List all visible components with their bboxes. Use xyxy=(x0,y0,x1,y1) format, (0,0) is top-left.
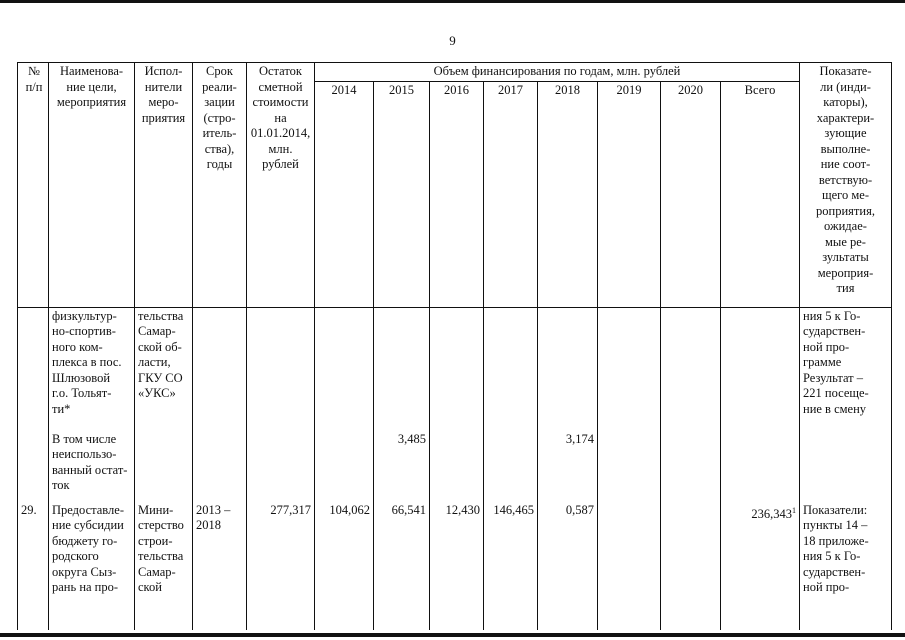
cell-indicators: Показатели: пункты 14 – 18 приложе- ния 5 к Го- сударствен- ной про- xyxy=(800,495,892,630)
cell-indicators: ния 5 к Го- сударствен- ной про- грамме Результат – 221 посеще- ние в смену xyxy=(800,307,892,427)
bottom-rule xyxy=(0,633,905,637)
funding-table xyxy=(17,62,892,630)
header-year-2015: 2015 xyxy=(374,81,430,307)
cell-total xyxy=(721,495,800,630)
header-name: Наименова- ние цели, мероприятия xyxy=(49,63,135,308)
cell-2018: 3,174 xyxy=(538,427,598,495)
top-rule xyxy=(0,0,905,3)
cell-executor xyxy=(135,427,193,495)
table-row-29 xyxy=(18,495,892,630)
cell-indicators xyxy=(800,427,892,495)
header-no xyxy=(18,63,49,308)
header-term: Срок реали- зации (стро- итель- ства), годы xyxy=(193,63,247,308)
cell-balance xyxy=(247,307,315,427)
header-year-2020: 2020 xyxy=(661,81,721,307)
cell-2014 xyxy=(315,427,374,495)
cell-balance: 277,317 xyxy=(247,495,315,630)
cell-name: Предоставле- ние субсидии бюджету го- родского округа Сыз- рань на про- xyxy=(49,495,135,630)
page-number: 9 xyxy=(449,33,456,48)
table-row-continued xyxy=(18,307,892,427)
cell-total xyxy=(721,307,800,427)
cell-term xyxy=(193,427,247,495)
table-row-included xyxy=(18,427,892,495)
header-year-2019: 2019 xyxy=(598,81,661,307)
cell-2015: 3,485 xyxy=(374,427,430,495)
header-year-2017: 2017 xyxy=(484,81,538,307)
cell-2016 xyxy=(430,427,484,495)
cell-term: 2013 – 2018 xyxy=(193,495,247,630)
cell-2019 xyxy=(598,427,661,495)
total-value: 236,343 xyxy=(751,506,792,521)
cell-2017: 146,465 xyxy=(484,495,538,630)
cell-2016: 12,430 xyxy=(430,495,484,630)
cell-executor: тельства Самар- ской об- ласти, ГКУ СО «УКС» xyxy=(135,307,193,427)
header-row-top xyxy=(18,63,892,82)
cell-2018: 0,587 xyxy=(538,495,598,630)
cell-2016 xyxy=(430,307,484,427)
header-executor: Испол- нители меро- приятия xyxy=(135,63,193,308)
cell-2015 xyxy=(374,307,430,427)
header-balance: Остаток сметной стоимости на 01.01.2014, млн. рублей xyxy=(247,63,315,308)
cell-2019 xyxy=(598,307,661,427)
cell-2015: 66,541 xyxy=(374,495,430,630)
header-total: Всего xyxy=(721,81,800,307)
header-indicators: Показате- ли (инди- каторы), характери- зующие выполне- ние соот- ветствую- щего ме- роприятия, ожидае- мые ре- зультаты мероприя- тия xyxy=(800,63,892,308)
header-year-2016: 2016 xyxy=(430,81,484,307)
cell-2019 xyxy=(598,495,661,630)
cell-2020 xyxy=(661,307,721,427)
cell-name: физкультур- но-спортив- ного ком- плекса в пос. Шлюзовой г.о. Тольят- ти* xyxy=(49,307,135,427)
cell-name: В том числе неиспользо- ванный остат- ток xyxy=(49,427,135,495)
cell-executor: Мини- стерство строи- тельства Самар- ской xyxy=(135,495,193,630)
cell-2014 xyxy=(315,307,374,427)
cell-term xyxy=(193,307,247,427)
cell-balance xyxy=(247,427,315,495)
header-year-2014: 2014 xyxy=(315,81,374,307)
footnote-marker: 1 xyxy=(792,505,796,515)
cell-2018 xyxy=(538,307,598,427)
cell-2017 xyxy=(484,307,538,427)
cell-2020 xyxy=(661,495,721,630)
cell-no xyxy=(18,427,49,495)
cell-2014: 104,062 xyxy=(315,495,374,630)
cell-2020 xyxy=(661,427,721,495)
cell-no xyxy=(18,307,49,427)
header-no-text: № п/п xyxy=(25,64,43,94)
cell-no: 29. xyxy=(18,495,49,630)
cell-2017 xyxy=(484,427,538,495)
header-year-2018: 2018 xyxy=(538,81,598,307)
header-funding: Объем финансирования по годам, млн. рублей xyxy=(315,63,800,82)
cell-total xyxy=(721,427,800,495)
